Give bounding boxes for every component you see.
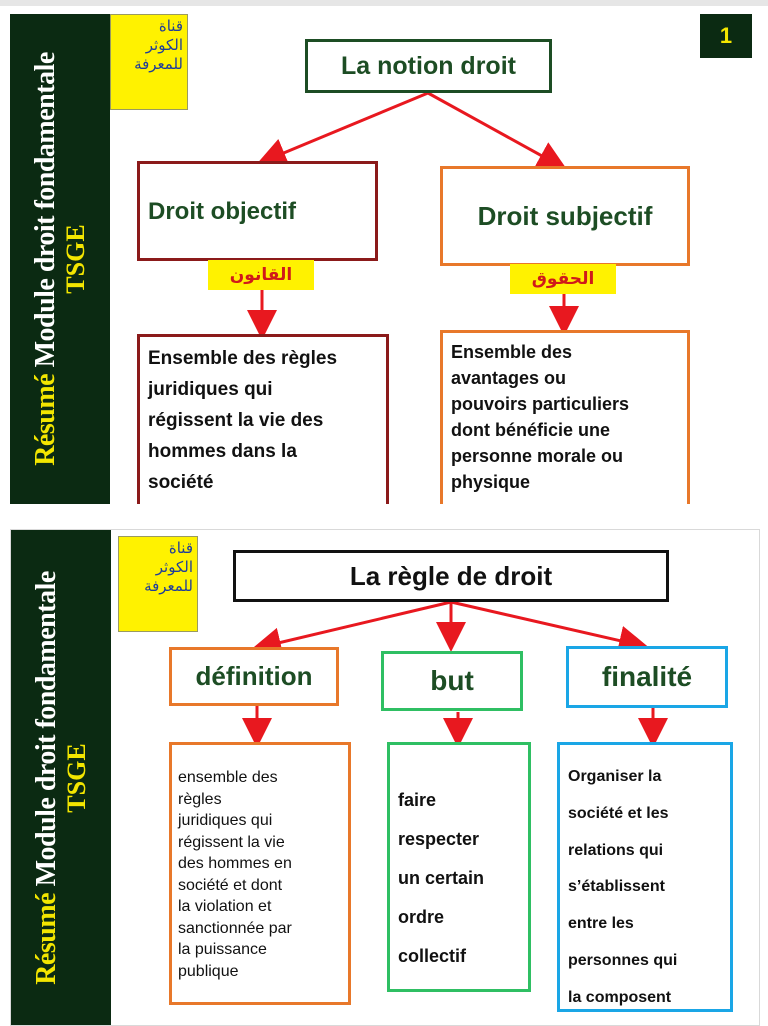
box-definition: définition xyxy=(169,647,339,706)
arabic-label-huquq: الحقوق xyxy=(510,264,616,294)
box-droit-objectif: Droit objectif xyxy=(137,161,378,261)
top-strip xyxy=(0,0,768,6)
slide-regle-de-droit xyxy=(10,529,760,1026)
arrow-root-to-subjectif xyxy=(428,93,562,167)
sidebar-word-resume: Résumé xyxy=(29,373,61,466)
slide-notion-droit xyxy=(10,14,758,504)
page-number-badge: 1 xyxy=(700,14,752,58)
text-definition: ensemble des règles juridiques qui régissent la vie des hommes en société et dont la violation et sanctionnée par la puissance publique xyxy=(169,742,351,1005)
box-finalite: finalité xyxy=(566,646,728,708)
arrow-root-to-definition xyxy=(257,602,451,648)
arrow-root-to-finalite xyxy=(451,602,643,646)
root-la-notion-droit: La notion droit xyxy=(305,39,552,93)
channel-badge: قناة الكوثر للمعرفة xyxy=(110,14,188,110)
text-but: faire respecter un certain ordre collectif xyxy=(387,742,531,992)
definition-droit-objectif: Ensemble des règles juridiques qui régissent la vie des hommes dans la société xyxy=(137,334,389,504)
sidebar-tsge: TSGE xyxy=(61,224,91,294)
channel-badge-2: قناة الكوثر للمعرفة xyxy=(118,536,198,632)
sidebar-word-resume-2: Résumé xyxy=(30,892,62,985)
sidebar-tsge-2: TSGE xyxy=(62,742,92,813)
sidebar-module-title: Module droit fondamentale xyxy=(29,52,61,368)
box-but: but xyxy=(381,651,523,711)
text-finalite: Organiser la société et les relations qui s’établissent entre les personnes qui la composent xyxy=(557,742,733,1012)
box-droit-subjectif: Droit subjectif xyxy=(440,166,690,266)
definition-droit-subjectif: Ensemble des avantages ou pouvoirs particuliers dont bénéficie une personne morale ou physique xyxy=(440,330,690,504)
root-la-regle-de-droit: La règle de droit xyxy=(233,550,669,602)
arrow-root-to-objectif xyxy=(262,93,428,162)
sidebar-module-title-2: Module droit fondamentale xyxy=(30,570,62,886)
arabic-label-qanun: القانون xyxy=(208,260,314,290)
